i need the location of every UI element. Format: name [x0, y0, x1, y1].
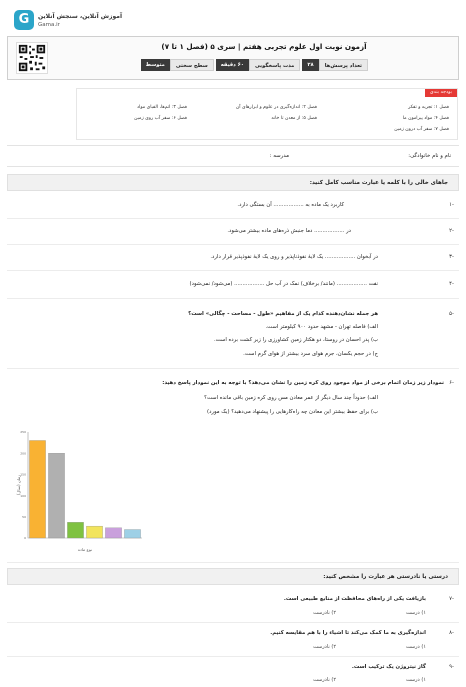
chapter-item: فصل ۴: مواد پیرامون ما [402, 116, 449, 121]
syllabus-tag: بودجه بندی [425, 89, 457, 97]
option-true[interactable] [406, 644, 426, 650]
option-false[interactable] [313, 644, 336, 650]
chip-label: تعداد پرسش‌ها [319, 59, 368, 71]
section-true-false [7, 568, 459, 585]
site-logo[interactable] [14, 10, 134, 32]
question-text: بازیافت یکی از راه‌های محافظت از منابع طبیعی است. [283, 596, 426, 602]
chart-xlabel: نوع ماده [77, 547, 93, 552]
question-number: ۷- [449, 596, 454, 602]
chip-difficulty [141, 59, 214, 71]
question-text: در آبخوان .................. یک لایهٔ نفوذناپذیر و روی یک لایهٔ نفوذپذیر قرار دارد. [210, 254, 378, 260]
chart-bar [86, 526, 102, 538]
question-sub-a: الف) فاصله تهران - مشهد حدود ۹۰۰ کیلومتر است. [265, 324, 378, 330]
option-false[interactable] [313, 610, 336, 616]
option-label: نادرست [313, 610, 330, 616]
chart-ytick-label: 50 [22, 515, 26, 519]
question-number: ۲- [449, 228, 454, 234]
question-number: ۸- [449, 630, 454, 636]
brand-tagline: آموزش آنلاین، سنجش آنلاین [38, 13, 123, 20]
chip-value: ۲۸ [302, 59, 318, 71]
chip-label: مدت پاسخگویی [249, 59, 300, 71]
question-sub-c: ج) در حجم یکسان، جرم هوای سرد بیشتر از هوای گرم است. [243, 351, 378, 357]
question-sub-a: الف) حدوداً چند سال دیگر از عمر معادن مس روی کره زمین باقی مانده است؟ [204, 395, 378, 401]
divider [7, 270, 459, 271]
chart-bar [48, 453, 64, 538]
divider [7, 622, 459, 623]
option-label: درست [406, 644, 420, 650]
chapter-item: فصل ۵: از معدن تا خانه [271, 116, 317, 121]
divider [7, 298, 459, 299]
exam-info-chips [108, 59, 368, 71]
chapter-item: فصل ۲: اندازه‌گیری در علوم و ابزارهای آن [235, 105, 317, 110]
option-label: نادرست [313, 644, 330, 650]
option-number: ۱) [421, 677, 426, 683]
divider [7, 244, 459, 245]
divider [7, 562, 459, 563]
chart-bar [67, 522, 83, 538]
chart-ytick-label: 200 [20, 451, 26, 456]
question-text: گاز نیتروژن یک ترکیب است. [351, 664, 426, 670]
question-number: ۶- [449, 380, 454, 386]
chart-ytick-label: 0 [24, 536, 26, 541]
divider [7, 368, 459, 369]
option-number: ۱) [421, 610, 426, 616]
chart-bar [124, 530, 140, 538]
option-number: ۲) [331, 644, 336, 650]
qr-code-icon[interactable] [16, 42, 48, 74]
question-text: نمودار زیر زمان اتمام برخی از مواد موجود روی کره زمین را نشان می‌دهد؟ با توجه به این نمودار پاسخ دهید: [162, 380, 444, 386]
divider [7, 656, 459, 657]
question-number: ۱- [449, 202, 454, 208]
chart-ylabel: زمان (سال) [16, 474, 21, 496]
material-depletion-chart [16, 424, 146, 554]
chip-question-count [302, 59, 368, 71]
option-label: درست [406, 610, 420, 616]
gama-logo-icon: G [14, 10, 34, 30]
question-text: نفت .................. (مانند/ برخلاف) نمک در آب حل .................. (می‌شود/ نمی‌شود) [189, 281, 378, 287]
chapter-item: فصل ۷: سفر آب درون زمین [394, 127, 449, 132]
question-number: ۵- [449, 311, 454, 317]
question-text: اندازه‌گیری به ما کمک می‌کند تا اشیاء را با هم مقایسه کنیم. [270, 630, 426, 636]
chip-duration [216, 59, 301, 71]
chip-value: متوسط [141, 59, 170, 71]
section-title: درستی یا نادرستی هر عبارت را مشخص کنید: [323, 574, 448, 580]
chart-ytick-label: 150 [20, 472, 26, 477]
chart-ytick-label: 100 [20, 493, 26, 498]
question-number: ۹- [449, 664, 454, 670]
brand-site: Gama.ir [38, 22, 60, 28]
option-label: نادرست [313, 677, 330, 683]
question-sub-b: ب) پدر احسان در روستا، دو هکتار زمین کشاورزی را زیر کشت برده است. [214, 337, 378, 343]
chart-bar [29, 440, 45, 538]
section-fill-blank [7, 174, 459, 191]
section-title: جاهای خالی را با کلمه یا عبارت مناسب کامل کنید: [309, 180, 448, 186]
question-text: کاربرد یک ماده به .................. آن بستگی دارد. [237, 202, 344, 208]
option-false[interactable] [313, 677, 336, 683]
option-number: ۲) [331, 677, 336, 683]
question-text: در .................. دما جنبش ذره‌های ماده بیشتر می‌شود. [227, 228, 351, 234]
chart-ytick-label: 250 [20, 430, 26, 435]
divider [7, 218, 459, 219]
question-text: هر جمله نشان‌دهنده کدام یک از مفاهیم «طول - مساحت - چگالی» است؟ [188, 311, 378, 317]
syllabus-box [76, 88, 458, 140]
option-true[interactable] [406, 610, 426, 616]
question-sub-b: ب) برای حفظ بیشتر این معادن چه راه‌کارهایی را پیشنهاد می‌دهید؟ (یک مورد) [207, 409, 378, 415]
exam-title: آزمون نوبت اول علوم تجربی هفتم | سری ۵ (فصل ۱ تا ۷) [161, 42, 367, 51]
school-label: مدرسه : [269, 153, 289, 159]
chapter-item: فصل ۶: سفر آب روی زمین [134, 116, 187, 121]
chip-label: سطح سختی [170, 59, 214, 71]
exam-header [7, 36, 459, 80]
student-name-label: نام و نام خانوادگی: [408, 153, 451, 159]
chart-bar [105, 528, 121, 538]
question-number: ۳- [449, 254, 454, 260]
option-number: ۱) [421, 644, 426, 650]
student-info-row [7, 145, 459, 167]
question-number: ۴- [449, 281, 454, 287]
option-number: ۲) [331, 610, 336, 616]
chapter-item: فصل ۳: اتم‌ها، الفبای مواد [137, 105, 187, 110]
option-true[interactable] [406, 677, 426, 683]
chapter-item: فصل ۱: تجربه و تفکر [408, 105, 449, 110]
option-label: درست [406, 677, 420, 683]
chip-value: ۶۰ دقیقه [216, 59, 249, 71]
